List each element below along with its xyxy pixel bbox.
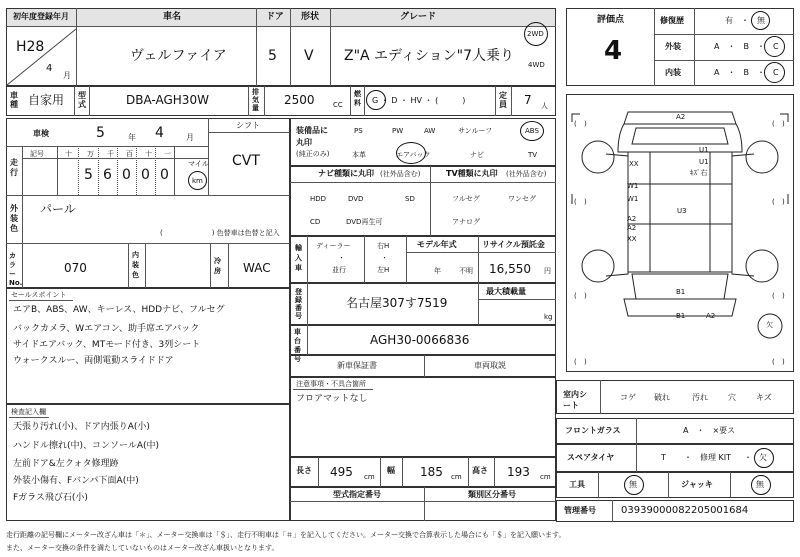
spare-dot: ・ — [684, 453, 692, 462]
seat-burn: コゲ — [620, 393, 636, 402]
car-diagram — [566, 94, 794, 372]
ac-value: WAC — [243, 261, 271, 275]
color-note: ( ) 色替車は色替と記入 — [160, 229, 280, 237]
height-value: 193 — [507, 465, 530, 479]
footer-line-1: 走行距離の記号欄にメーター改ざん車は「＊」、メーター交換車は「＄」、走行不明車は「＃」を記入してください。メーター交換で合算表示した場合にも「＄」を記入願います。 — [6, 531, 566, 539]
width-label: 幅 — [387, 466, 395, 475]
equip-ps: PS — [354, 127, 363, 135]
right-hand: 右H — [377, 242, 390, 250]
color-no-label: カラーNo. — [9, 252, 23, 287]
sales-line-2: バックカメラ、Wエアコン、助手席エアバック — [13, 324, 200, 334]
inspector-line-5: Fガラス飛び石(小) — [13, 493, 88, 503]
tools-value: 無 — [629, 480, 637, 489]
equip-label-3: (純正のみ) — [296, 150, 330, 158]
registration-value: 名古屋307す7519 — [346, 296, 448, 310]
jack-label: ジャッキ — [681, 480, 713, 489]
inspection-month-unit: 月 — [186, 133, 194, 142]
diag-label-u3: U3 — [677, 207, 687, 215]
notes-value: フロアマットなし — [296, 394, 368, 404]
sales-line-3: サイドエアバック、MTモード付き、3列シート — [13, 340, 201, 350]
type-cert-label: 型式指定番号 — [333, 490, 381, 499]
width-value: 185 — [420, 465, 443, 479]
fuel-label: 燃料 — [354, 90, 361, 107]
docs-block — [290, 355, 556, 377]
inspection-year: 5 — [96, 125, 105, 141]
svg-text:): ) — [782, 358, 785, 366]
tv-sub: (社外品含む) — [506, 170, 547, 178]
diag-label-u1-b: U1 — [699, 158, 709, 166]
spare-none: 欠 — [759, 453, 767, 462]
spare-kit: 修理 KIT — [700, 453, 732, 462]
length-value: 495 — [330, 465, 353, 479]
interior-label: 内装 — [665, 68, 681, 77]
height-unit: cm — [540, 473, 551, 481]
displacement-unit: CC — [333, 101, 343, 109]
chassis-label: 車台番号 — [294, 328, 301, 363]
equip-label-2: 丸印 — [296, 138, 312, 147]
capacity-value: 7 — [524, 93, 532, 107]
tv-analog: アナログ — [452, 218, 480, 226]
tv-fullseg: フルセグ — [452, 195, 480, 203]
chassis-value: AGH30-0066836 — [370, 333, 470, 347]
fuel-options: G ・ D ・ HV ・ ( ) — [372, 96, 466, 105]
diag-label-b1-b: B1 — [676, 312, 686, 320]
diag-label-a2-c: A2 — [627, 224, 637, 232]
import-parallel: 並行 — [332, 266, 346, 274]
manual-label: 車両取説 — [474, 361, 506, 370]
exterior-label: 外装 — [665, 42, 681, 51]
import-dot: ・ — [338, 254, 345, 262]
equip-abs: ABS — [525, 127, 539, 135]
seat-scratch: キズ — [756, 393, 772, 402]
navi-dvd: DVD — [348, 195, 364, 203]
interior-c-circle — [764, 62, 785, 83]
left-hand: 左H — [377, 266, 390, 274]
model-year-unit: 年 — [434, 267, 441, 275]
equip-label-1: 装備品に — [296, 126, 328, 135]
seat-dirt: 汚れ — [692, 393, 708, 402]
unit-5: 一 — [164, 150, 171, 158]
unit-2: 千 — [107, 150, 114, 158]
ac-label: 冷房 — [214, 257, 221, 275]
svg-text:(: ( — [772, 292, 775, 300]
width-unit: cm — [451, 473, 462, 481]
svg-text:): ) — [584, 198, 587, 206]
diag-label-b1-a: B1 — [676, 288, 686, 296]
spare-label: スペアタイヤ — [567, 453, 615, 462]
displacement-value: 2500 — [284, 93, 315, 107]
front-glass-label: フロントガラス — [565, 426, 621, 435]
import-label: 輸入車 — [295, 244, 302, 272]
tv-label: TV種類に丸印 — [446, 169, 498, 178]
diag-label-w1-b: W1 — [627, 195, 639, 203]
grade-value: Z"A エディション"7人乗り — [344, 48, 515, 64]
score-label: 評価点 — [597, 15, 625, 25]
length-label: 長さ — [296, 466, 312, 475]
first-reg-month-unit: 月 — [63, 71, 71, 80]
footer-line-2: また、メーター交換の条件を満たしていないものはメーター改ざん車扱いとなります。 — [6, 544, 279, 552]
digit-1: 5 — [84, 167, 93, 183]
capacity-unit: 人 — [541, 102, 548, 110]
recycle-value: 16,550 — [489, 262, 531, 276]
equip-navi: ナビ — [470, 151, 484, 159]
shift-value: CVT — [232, 153, 260, 169]
diag-label-u1-a: U1 — [699, 146, 709, 154]
mgmt-value: 03939000082205001684 — [621, 505, 749, 516]
mileage-sym-label: 記号 — [30, 150, 44, 158]
digit-2: 6 — [103, 167, 112, 183]
mile-label: マイル — [188, 160, 209, 168]
registration-label: 登録番号 — [295, 288, 302, 320]
inspector-line-1: 天張り汚れ(小)、ドア内張りA(小) — [13, 422, 150, 432]
inspection-year-unit: 年 — [128, 133, 136, 142]
class-label: 類別区分番号 — [468, 490, 516, 499]
navi-label: ナビ種類に丸印 — [318, 169, 374, 178]
diag-label-a2-top: A2 — [676, 113, 686, 121]
recycle-label: リサイクル預託金 — [482, 240, 545, 249]
inspector-label: 検査記入欄 — [11, 408, 46, 416]
repair-none-circle — [751, 11, 770, 30]
spare-dot-2: ・ — [744, 453, 752, 462]
svg-text:(: ( — [574, 198, 577, 206]
warranty-label: 新車保証書 — [337, 361, 377, 370]
svg-text:(: ( — [574, 292, 577, 300]
svg-text:): ) — [782, 120, 785, 128]
svg-text:(: ( — [772, 198, 775, 206]
door-value: 5 — [268, 48, 277, 64]
first-reg-month: 4 — [46, 63, 53, 74]
color-value: パール — [40, 202, 76, 216]
equip-pw: PW — [392, 127, 404, 135]
unit-4: 十 — [145, 150, 152, 158]
mileage-label: 走行 — [10, 158, 18, 177]
diag-label-a2-b: A2 — [627, 215, 637, 223]
svg-text:): ) — [584, 292, 587, 300]
exterior-c-circle — [764, 36, 785, 57]
tools-label: 工具 — [569, 480, 585, 489]
unit-1: 万 — [87, 150, 94, 158]
svg-text:(: ( — [772, 120, 775, 128]
notes-label: 注意事項・不具合箇所 — [296, 380, 366, 388]
mgmt-label: 管理番号 — [564, 506, 596, 515]
car-name-label: 車名 — [163, 12, 182, 22]
diag-label-scratch: ｷｽﾞ右 — [690, 169, 708, 177]
drive-4wd: 4WD — [528, 61, 545, 69]
color-label: 外装色 — [10, 204, 18, 233]
sales-points-label: セールスポイント — [11, 291, 67, 299]
navi-sub: (社外品含む) — [380, 170, 421, 178]
svg-text:): ) — [782, 292, 785, 300]
length-unit: cm — [364, 473, 375, 481]
repair-options: 有 ・ 無 — [725, 16, 765, 25]
interior-options: A ・ B ・ C — [714, 68, 779, 77]
max-load-unit: kg — [544, 313, 553, 321]
seat-hole: 穴 — [728, 393, 736, 402]
sales-line-1: エアB、ABS、AW、キーレス、HDDナビ、フルセグ — [13, 305, 225, 315]
inspector-line-3: 左前ドア&左クォタ修理跡 — [13, 459, 119, 469]
inspector-line-2: ハンドル擦れ(中)、コンソールA(中) — [13, 441, 160, 451]
seat-tear: 破れ — [654, 393, 670, 402]
sales-line-4: ウォークスルー、両側電動スライドドア — [13, 356, 174, 366]
import-dot-2: ・ — [381, 254, 388, 262]
inspector-line-4: 外装小傷有、Fバンパ下面A(中) — [13, 476, 139, 486]
diag-label-xx-b: XX — [627, 235, 637, 243]
interior-color-label: 内装色 — [132, 251, 139, 279]
model-label: 型式 — [78, 91, 86, 109]
spare-t: T — [661, 453, 666, 462]
inspection-month: 4 — [155, 125, 164, 141]
shape-value: V — [304, 48, 314, 64]
svg-text:(: ( — [574, 358, 577, 366]
recycle-unit: 円 — [544, 267, 551, 275]
capacity-label: 定員 — [499, 91, 507, 109]
door-label: ドア — [266, 12, 284, 22]
equip-tv: TV — [528, 151, 538, 159]
score-value: 4 — [604, 36, 623, 66]
import-dealer: ディーラー — [316, 242, 351, 250]
displacement-label: 排気量 — [252, 88, 259, 112]
svg-text:): ) — [584, 120, 587, 128]
jack-value: 無 — [756, 480, 764, 489]
type-cert-block — [290, 487, 556, 521]
first-reg-label: 初年度登録年月 — [13, 12, 69, 21]
navi-sd: SD — [405, 195, 415, 203]
shape-label: 形状 — [301, 12, 320, 22]
km-label: km — [192, 177, 203, 185]
car-name: ヴェルファイア — [130, 48, 227, 64]
drive-2wd: 2WD — [527, 30, 544, 38]
height-label: 高さ — [472, 466, 488, 475]
color-no-value: 070 — [64, 261, 87, 275]
equip-aw: AW — [424, 127, 436, 135]
svg-text:): ) — [782, 198, 785, 206]
category-value: 自家用 — [28, 93, 65, 107]
svg-text:(: ( — [772, 358, 775, 366]
seat-label: 室内シート — [563, 390, 587, 410]
navi-hdd: HDD — [310, 195, 327, 203]
repair-label: 修復歴 — [660, 16, 684, 25]
digit-4: 0 — [141, 167, 150, 183]
diag-mark-missing: 欠 — [766, 321, 773, 329]
tv-oneseg: ワンセグ — [508, 195, 536, 203]
equip-leather: 本革 — [352, 151, 366, 159]
diag-label-w1-a: W1 — [627, 182, 639, 190]
exterior-options: A ・ B ・ C — [714, 42, 779, 51]
max-load-label: 最大積載量 — [486, 287, 526, 296]
grade-label: グレード — [400, 12, 437, 22]
diag-label-a2-d: A2 — [706, 312, 716, 320]
diag-label-xx-a: XX — [629, 160, 639, 168]
navi-dvd-play: DVD再生可 — [346, 218, 383, 226]
svg-text:(: ( — [574, 120, 577, 128]
navi-cd: CD — [310, 218, 321, 226]
svg-text:): ) — [584, 358, 587, 366]
first-reg-era: H28 — [16, 39, 45, 55]
shift-label: シフト — [236, 121, 260, 130]
category-label: 車種 — [10, 91, 18, 109]
digit-5: 0 — [160, 167, 169, 183]
unit-0: 十 — [65, 150, 72, 158]
equip-airbag: エアバック — [396, 151, 431, 159]
unit-3: 百 — [126, 150, 133, 158]
model-year-label: モデル年式 — [417, 240, 457, 249]
model-year-unknown: 不明 — [459, 267, 473, 275]
equip-sunroof: サンルーフ — [458, 127, 493, 135]
front-glass-value: A ・ ×要ス — [683, 426, 736, 435]
inspection-label: 車検 — [33, 129, 49, 138]
model-value: DBA-AGH30W — [126, 93, 209, 107]
digit-3: 0 — [122, 167, 131, 183]
